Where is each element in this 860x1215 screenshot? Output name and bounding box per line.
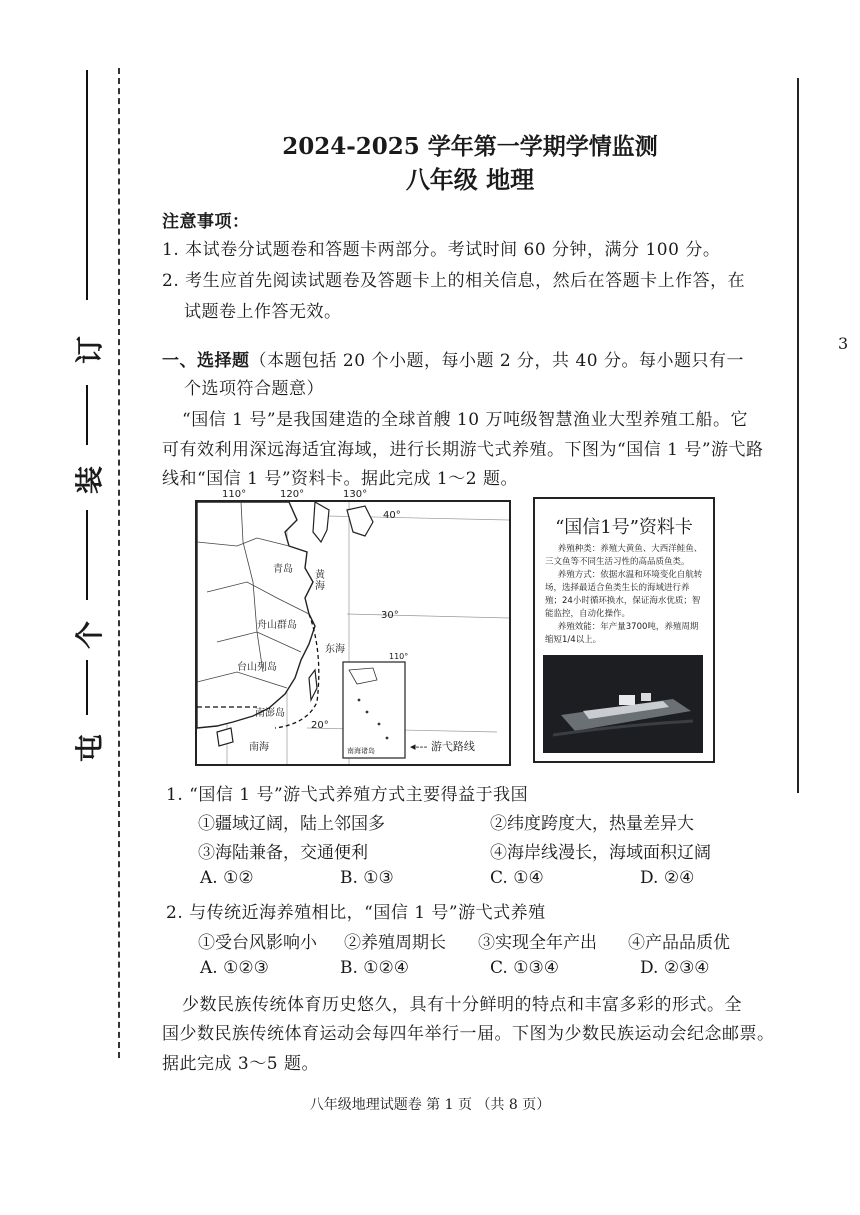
inset-lon: 110° [389, 652, 409, 661]
q1-item-1: ①疆域辽阔，陆上邻国多 [198, 814, 385, 834]
card-para-efficiency: 养殖效能：年产量3700吨，养殖周期缩短1/4以上。 [545, 622, 699, 645]
inset-label: 南海诸岛 [347, 747, 375, 755]
q2-choice-b[interactable]: B. ①②④ [340, 958, 410, 978]
q2-item-1: ①受台风影响小 [198, 933, 317, 953]
page-footer: 八年级地理试题卷 第 1 页 （共 8 页） [309, 1097, 551, 1113]
q2-item-4: ④产品品质优 [628, 933, 730, 953]
right-border-line [797, 78, 799, 793]
q1-stem: 1. “国信 1 号”游弋式养殖方式主要得益于我国 [166, 785, 529, 805]
map-lat-20: 20° [311, 720, 329, 731]
map-label-donghai: 东海 [325, 644, 345, 655]
map-label-qingdao: 青岛 [273, 564, 293, 575]
q1-item-4: ④海岸线漫长，海域面积辽阔 [490, 843, 711, 863]
card-body [545, 543, 705, 647]
binding-char-tun: 屯 [73, 734, 106, 763]
passage2-line2: 国少数民族传统体育运动会每四年举行一届。下图为少数民族运动会纪念邮票。 [162, 1024, 775, 1044]
notes-item-2: 2. 考生应首先阅读试题卷及答题卡上的相关信息，然后在答题卡上作答，在 [162, 271, 746, 291]
passage2-line3: 据此完成 3～5 题。 [162, 1054, 319, 1074]
ship-photo [543, 655, 703, 753]
page-edge-mark: 3 [838, 334, 849, 353]
q2-item-3: ③实现全年产出 [478, 933, 597, 953]
q2-choice-c[interactable]: C. ①③④ [490, 958, 559, 978]
passage1-line2: 可有效利用深远海适宜海域，进行长期游弋式养殖。下图为“国信 1 号”游弋路 [162, 440, 764, 460]
q1-choice-c[interactable]: C. ①④ [490, 868, 544, 888]
notes-item-2-cont: 试题卷上作答无效。 [184, 302, 342, 322]
q2-choice-a[interactable]: A. ①②③ [200, 958, 269, 978]
route-legend-label: 游弋路线 [430, 740, 475, 753]
map-lat-30: 30° [381, 610, 399, 621]
card-para-species: 养殖种类：养殖大黄鱼、大西洋鲑鱼、三文鱼等不同生活习性的高品质鱼类。 [545, 544, 703, 567]
section1-desc: （本题包括 20 个小题，每小题 2 分，共 40 分。每小题只有一 [249, 351, 745, 371]
card-para-method: 养殖方式：依据水温和环境变化自航转场，选择最适合鱼类生长的海域进行养殖；24小时循环换水，保证海水优质；智能监控，自动化操作。 [545, 570, 703, 619]
section1-header [162, 346, 744, 371]
q1-choice-d[interactable]: D. ②④ [640, 868, 695, 888]
q2-item-2: ②养殖周期长 [344, 933, 446, 953]
map-lon-130: 130° [343, 489, 368, 500]
map-label-zhoushan: 舟山群岛 [257, 620, 297, 631]
map-label-nanhai: 南海 [249, 742, 269, 753]
china-east-coast-map [195, 500, 511, 766]
info-card [533, 497, 715, 763]
route-legend-icon: ◂‑‑‑ [410, 740, 428, 753]
q1-choice-a[interactable]: A. ①② [200, 868, 254, 888]
map-drawing [197, 502, 509, 764]
binding-dashed-line [118, 68, 120, 1058]
map-label-nanpeng: 南澎岛 [255, 708, 285, 719]
binding-char-ding: 订 [73, 336, 106, 365]
card-title: “国信1号”资料卡 [555, 517, 693, 538]
passage1-line1: “国信 1 号”是我国建造的全球首艘 10 万吨级智慧渔业大型养殖工船。它 [182, 410, 748, 430]
binding-line-top [86, 70, 88, 300]
exam-subtitle: 八年级 地理 [405, 165, 535, 194]
q1-item-2: ②纬度跨度大，热量差异大 [490, 814, 694, 834]
map-lon-120: 120° [280, 489, 305, 500]
notes-item-1: 1. 本试卷分试题卷和答题卡两部分。考试时间 60 分钟，满分 100 分。 [162, 240, 721, 260]
binding-line-mid1 [86, 385, 88, 445]
q2-stem: 2. 与传统近海养殖相比，“国信 1 号”游弋式养殖 [166, 903, 546, 923]
exam-title: 2024-2025 学年第一学期学情监测 [282, 133, 658, 160]
map-legend [410, 738, 475, 754]
map-label-huanghai: 黄海 [315, 570, 325, 592]
map-lon-110: 110° [222, 489, 247, 500]
section1-heading: 一、选择题 [162, 351, 250, 371]
ship-photo-drawing [543, 655, 703, 753]
passage1-line3: 线和“国信 1 号”资料卡。据此完成 1～2 题。 [162, 469, 518, 489]
q1-item-3: ③海陆兼备，交通便利 [198, 843, 368, 863]
map-lat-40: 40° [383, 510, 401, 521]
binding-line-mid2 [86, 510, 88, 600]
section1-desc-cont: 个选项符合题意） [184, 379, 324, 399]
passage2-line1: 少数民族传统体育历史悠久，具有十分鲜明的特点和丰富多彩的形式。全 [182, 995, 742, 1015]
map-label-taishan: 台山列岛 [237, 662, 277, 673]
notes-heading: 注意事项： [162, 212, 250, 232]
q2-choice-d[interactable]: D. ②③④ [640, 958, 710, 978]
binding-char-ge: 个 [73, 621, 106, 650]
q1-choice-b[interactable]: B. ①③ [340, 868, 394, 888]
binding-line-mid3 [86, 660, 88, 715]
binding-char-zhuang: 装 [73, 466, 106, 495]
